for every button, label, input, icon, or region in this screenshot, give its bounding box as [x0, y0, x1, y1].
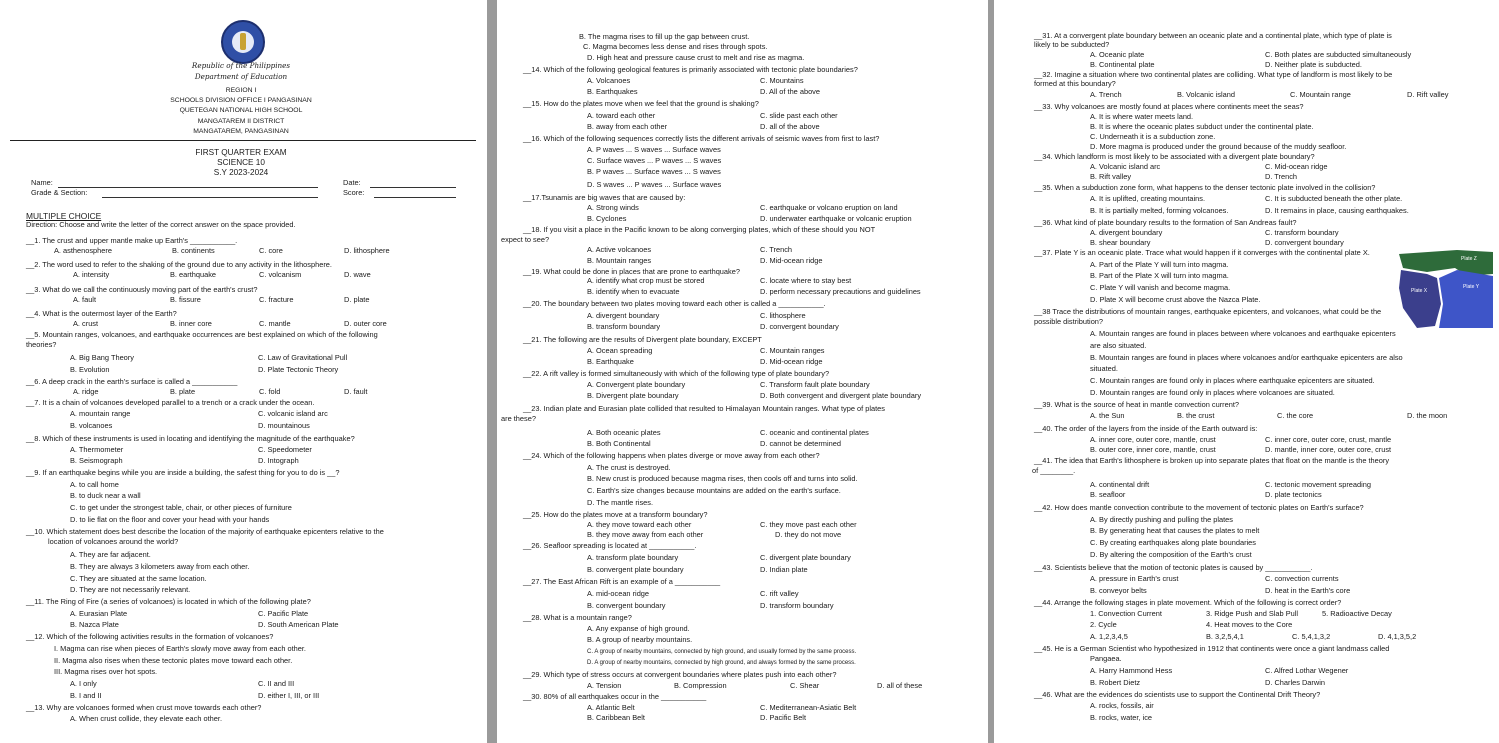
q-line: __38 Trace the distributions of mountain ranges, earthquake epicenters, and volcanoes, what could be the — [1034, 307, 1382, 316]
choice: A. It is uplifted, creating mountains. — [1090, 194, 1206, 203]
department-line: Department of Education — [194, 72, 288, 81]
choice: D. Pacific Belt — [760, 713, 807, 722]
choice: D. It remains in place, causing earthquakes. — [1265, 206, 1409, 215]
choice: A. When crust collide, they elevate each other. — [70, 714, 223, 723]
choice: D. fault — [344, 387, 368, 396]
choice: A. Big Bang Theory — [70, 353, 134, 362]
choice: A. The crust is destroyed. — [587, 463, 671, 472]
choice: C. Surface waves ... P waves ... S waves — [587, 156, 722, 165]
choice: C. Speedometer — [258, 445, 312, 454]
choice: D. either I, III, or III — [258, 691, 320, 700]
choice: A. mid-ocean ridge — [587, 589, 650, 598]
q-line: __16. Which of the following sequences correctly lists the different arrivals of seismic waves from first to last? — [523, 134, 880, 143]
q-line: __10. Which statement does best describe the location of the majority of earthquake epicenters relative to the — [26, 527, 384, 536]
choice: A. Oceanic plate — [1090, 50, 1145, 59]
choice: B. Divergent plate boundary — [587, 391, 679, 400]
choice: A. toward each other — [587, 111, 656, 120]
deped-seal-logo — [221, 20, 265, 64]
choice: B. to duck near a wall — [70, 491, 141, 500]
q-line: theories? — [26, 340, 57, 349]
q-line: are these? — [501, 414, 536, 423]
plate-y-shape — [1439, 270, 1493, 328]
q-line: __46. What are the evidences do scientists use to support the Continental Drift Theory? — [1034, 690, 1321, 699]
choice: B. Rift valley — [1090, 172, 1132, 181]
choice: B. Cyclones — [587, 214, 627, 223]
name-label: Name: — [31, 178, 53, 187]
choice: B. It is where the oceanic plates subduct under the continental plate. — [1090, 122, 1314, 131]
choice: B. Evolution — [70, 365, 110, 374]
republic-line: Republic of the Philippines — [191, 61, 291, 70]
choice: A. divergent boundary — [587, 311, 660, 320]
choice: B. seafloor — [1090, 490, 1126, 499]
choice: A. inner core, outer core, mantle, crust — [1090, 435, 1216, 444]
choice: D. underwater earthquake or volcanic eruption — [760, 214, 912, 223]
choice: D. The mantle rises. — [587, 498, 653, 507]
choice: A. Ocean spreading — [587, 346, 653, 355]
choice: B. P waves ... Surface waves ... S waves — [587, 167, 721, 176]
choice: C. oceanic and continental plates — [760, 428, 869, 437]
choice: D. Plate X will become crust above the Nazca Plate. — [1090, 295, 1261, 304]
choice: A. the Sun — [1090, 411, 1125, 420]
q-line: __9. If an earthquake begins while you are inside a building, the safest thing for you to do is __? — [26, 468, 340, 477]
choice: D. all of the above — [760, 122, 820, 131]
q-line: __1. The crust and upper mantle make up Earth's ___________. — [26, 236, 238, 245]
choice: C. mantle — [259, 319, 291, 328]
choice: A. mountain range — [70, 409, 131, 418]
q-line: __39. What is the source of heat in mantle convection current? — [1034, 400, 1240, 409]
statement: II. Magma also rises when these tectonic plates move toward each other. — [54, 656, 293, 665]
choice: B. Compression — [674, 681, 727, 690]
choice: D. Charles Darwin — [1265, 678, 1325, 687]
choice: B. convergent plate boundary — [587, 565, 684, 574]
choice: A. Both oceanic plates — [587, 428, 661, 437]
q-line: __4. What is the outermost layer of the Earth? — [26, 309, 177, 318]
q-line: __44. Arrange the following stages in plate movement. Which of the following is correct order? — [1034, 598, 1342, 607]
q-line: likely to be subducted? — [1034, 40, 1110, 49]
choice: D. Indian plate — [760, 565, 808, 574]
choice: C. volcanism — [259, 270, 302, 279]
choice: B. Seismograph — [70, 456, 123, 465]
q-line: __28. What is a mountain range? — [523, 613, 632, 622]
choice: A. Convergent plate boundary — [587, 380, 686, 389]
choice: B. shear boundary — [1090, 238, 1151, 247]
q-line: __33. Why volcanoes are mostly found at places where continents meet the seas? — [1034, 102, 1304, 111]
q-line: __7. It is a chain of volcanoes developed parallel to a trench or a crack under the ocean. — [26, 398, 315, 407]
choice: A. ridge — [73, 387, 99, 396]
choice: B. plate — [170, 387, 196, 396]
choice: C. By creating earthquakes along plate boundaries — [1090, 538, 1256, 547]
q-line: expect to see? — [501, 235, 550, 244]
statement: 1. Convection Current — [1090, 609, 1162, 618]
choice: A. Harry Hammond Hess — [1090, 666, 1173, 675]
choice: A. transform plate boundary — [587, 553, 679, 562]
q-line: __5. Mountain ranges, volcanoes, and earthquake occurrences are best explained on which of the following — [26, 330, 378, 339]
choice: D. heat in the Earth's core — [1265, 586, 1351, 595]
choice: C. II and III — [258, 679, 295, 688]
choice: B. Mountain ranges — [587, 256, 652, 265]
choice: D. perform necessary precautions and guidelines — [760, 287, 921, 296]
q-line: __43. Scientists believe that the motion of tectonic plates is caused by ___________. — [1034, 563, 1313, 572]
q-line: __15. How do the plates move when we feel that the ground is shaking? — [523, 99, 759, 108]
q-line: __36. What kind of plate boundary results to the formation of San Andreas fault? — [1034, 218, 1297, 227]
subject-title: SCIENCE 10 — [217, 158, 265, 167]
choice: B. convergent boundary — [587, 601, 666, 610]
statement: 5. Radioactive Decay — [1322, 609, 1392, 618]
choice: B. Earthquake — [587, 357, 634, 366]
choice: C. Plate Y will vanish and become magma. — [1090, 283, 1231, 292]
choice: D. they do not move — [775, 530, 842, 539]
q-line: __41. The idea that Earth's lithosphere is broken up into separate plates that float on the mantle is the theory — [1034, 456, 1390, 465]
q-line: possible distribution? — [1034, 317, 1104, 326]
choice: C. fold — [259, 387, 281, 396]
choice: situated. — [1090, 364, 1118, 373]
name-field[interactable] — [58, 187, 318, 188]
choice: B. volcanoes — [70, 421, 113, 430]
region-line: REGION I — [225, 87, 257, 94]
q-line: __12. Which of the following activities results in the formation of volcanoes? — [26, 632, 274, 641]
choice: C. fracture — [259, 295, 294, 304]
date-field[interactable] — [370, 187, 456, 188]
q-line: __30. 80% of all earthquakes occur in the ___________ — [523, 692, 707, 701]
school-line: QUETEGAN NATIONAL HIGH SCHOOL — [179, 107, 303, 114]
choice: B. Part of the Plate X will turn into magma. — [1090, 271, 1229, 280]
choice: B. A group of nearby mountains. — [587, 635, 693, 644]
choice: C. Earth's size changes because mountains are added on the earth's surface. — [587, 486, 841, 495]
choice: B. they move away from each other — [587, 530, 704, 539]
choice: B. Caribbean Belt — [587, 713, 645, 722]
choice: A. Volcanoes — [587, 76, 631, 85]
choice: C. Alfred Lothar Wegener — [1265, 666, 1349, 675]
choice: C. Mountain ranges — [760, 346, 825, 355]
choice: B. 3,2,5,4,1 — [1206, 632, 1244, 641]
exam-title: FIRST QUARTER EXAM — [195, 148, 287, 157]
choice: D. plate tectonics — [1265, 490, 1322, 499]
section-heading: MULTIPLE CHOICE — [26, 211, 102, 221]
choice: C. earthquake or volcano eruption on land — [760, 203, 898, 212]
choice: D. By altering the composition of the Earth's crust — [1090, 550, 1252, 559]
choice: C. divergent plate boundary — [760, 553, 851, 562]
choice: D. A group of nearby mountains, connected by high ground, and always formed by the same process. — [587, 660, 856, 666]
score-label: Score: — [343, 188, 365, 197]
choice: A. Trench — [1090, 90, 1122, 99]
plate-map-illustration — [1397, 248, 1495, 330]
choice: D. Both convergent and divergent plate boundary — [760, 391, 922, 400]
choice: C. inner core, outer core, crust, mantle — [1265, 435, 1392, 444]
choice: D. Mountain ranges are found only in places where volcanoes are situated. — [1090, 388, 1335, 397]
choice: C. Underneath it is a subduction zone. — [1090, 132, 1216, 141]
choice: A. Tension — [587, 681, 622, 690]
choice: C. Mountains — [760, 76, 804, 85]
choice: D. Intograph — [258, 456, 299, 465]
choice: B. transform boundary — [587, 322, 661, 331]
choice: B. the crust — [1177, 411, 1215, 420]
choice: D. outer core — [344, 319, 387, 328]
choice: D. Mid-ocean ridge — [760, 256, 823, 265]
choice: D. All of the above — [760, 87, 820, 96]
statement: 4. Heat moves to the Core — [1206, 620, 1293, 629]
choice: C. volcanic island arc — [258, 409, 328, 418]
directions: Direction: Choose and write the letter of the correct answer on the space provided. — [26, 220, 296, 229]
q-line: __23. Indian plate and Eurasian plate collided that resulted to Himalayan Mountain ranges. What type of plates — [523, 404, 885, 413]
choice: B. identify when to evacuate — [587, 287, 680, 296]
q-line: __32. Imagine a situation where two continental plates are colliding. What type of landform is most likely to be — [1034, 70, 1393, 79]
choice: D. 4,1,3,5,2 — [1378, 632, 1417, 641]
grade-section-field[interactable] — [102, 197, 318, 198]
choice: D. More magma is produced under the ground because of the muddy seafloor. — [1090, 142, 1347, 151]
choice: B. Both Continental — [587, 439, 651, 448]
choice: A. Any expanse of high ground. — [587, 624, 690, 633]
q-line: __45. He is a German Scientist who hypothesized in 1912 that continents were once a giant landmass called — [1034, 644, 1390, 653]
q-line: __13. Why are volcanoes formed when crust move towards each other? — [26, 703, 262, 712]
q-line: __25. How do the plates move at a transform boundary? — [523, 510, 708, 519]
q-line: __34. Which landform is most likely to be associated with a divergent plate boundary? — [1034, 152, 1315, 161]
choice: D. Mid-ocean ridge — [760, 357, 823, 366]
choice: A. Part of the Plate Y will turn into magma. — [1090, 260, 1229, 269]
choice: B. Robert Dietz — [1090, 678, 1141, 687]
statement: 2. Cycle — [1090, 620, 1117, 629]
q-line: __8. Which of these instruments is used in locating and identifying the magnitude of the earthquake? — [26, 434, 355, 443]
choice: A. rocks, fossils, air — [1090, 701, 1154, 710]
q-line: __18. If you visit a place in the Pacific known to be along converging plates, which of these should you NOT — [523, 225, 876, 234]
plate-x-label: Plate X — [1411, 288, 1428, 294]
q-line: __40. The order of the layers from the inside of the Earth outward is: — [1034, 424, 1258, 433]
exam-page-1 — [0, 0, 487, 743]
choice: D. cannot be determined — [760, 439, 841, 448]
q-line: __14. Which of the following geological features is primarily associated with tectonic plate boundaries? — [523, 65, 858, 74]
choice: B. Nazca Plate — [70, 620, 119, 629]
choice: C. Shear — [790, 681, 820, 690]
choice: B. It is partially melted, forming volcanoes. — [1090, 206, 1229, 215]
choice: A. fault — [73, 295, 97, 304]
choice: D. plate — [344, 295, 370, 304]
choice: C. It is subducted beneath the other plate. — [1265, 194, 1403, 203]
choice: D. transform boundary — [760, 601, 834, 610]
choice: B. By generating heat that causes the plates to melt — [1090, 526, 1260, 535]
q-line: __31. At a convergent plate boundary between an oceanic plate and a continental plate, which type of plate is — [1034, 31, 1392, 40]
q-line: __26. Seafloor spreading is located at ___________. — [523, 541, 697, 550]
choice: C. Transform fault plate boundary — [760, 380, 870, 389]
choice: B. Earthquakes — [587, 87, 638, 96]
choice: D. to lie flat on the floor and cover your head with your hands — [70, 515, 270, 524]
school-year: S.Y 2023-2024 — [213, 168, 269, 177]
choice: C. Law of Gravitational Pull — [258, 353, 348, 362]
choice: C. they move past each other — [760, 520, 857, 529]
grade-section-label: Grade & Section: — [31, 188, 88, 197]
choice: C. They are situated at the same location. — [70, 574, 207, 583]
choice: A. to call home — [70, 480, 119, 489]
choice: B. Mountain ranges are found in places where volcanoes and/or earthquake epicenters are also — [1090, 353, 1403, 362]
choice: A. Volcanic island arc — [1090, 162, 1161, 171]
q-line: __11. The Ring of Fire (a series of volcanoes) is located in which of the following plate? — [26, 597, 311, 606]
choice: B. outer core, inner core, mantle, crust — [1090, 445, 1216, 454]
choice: B. They are always 3 kilometers away from each other. — [70, 562, 250, 571]
q-line: __37. Plate Y is an oceanic plate. Trace what would happen if it converges with the continental plate X. — [1034, 249, 1370, 257]
choice: A. divergent boundary — [1090, 228, 1163, 237]
choice: D. High heat and pressure cause crust to melt and rise as magma. — [587, 53, 805, 62]
choice: D. Plate Tectonic Theory — [258, 365, 339, 374]
choice: C. Trench — [760, 245, 793, 254]
choice: D. South American Plate — [258, 620, 339, 629]
choice: D. convergent boundary — [1265, 238, 1344, 247]
choice: C. tectonic movement spreading — [1265, 480, 1371, 489]
plate-y-label: Plate Y — [1463, 284, 1480, 290]
address-line: MANGATAREM, PANGASINAN — [193, 128, 289, 135]
q-line: location of volcanoes around the world? — [48, 537, 179, 546]
choice: A. continental drift — [1090, 480, 1150, 489]
choice: C. locate where to stay best — [760, 276, 852, 285]
q-line: __22. A rift valley is formed simultaneously with which of the following type of plate boundary? — [523, 369, 830, 378]
choice: C. Magma becomes less dense and rises through spots. — [583, 42, 768, 51]
choice: D. S waves ... P waves ... Surface waves — [587, 180, 722, 189]
choice: C. Mediterranean-Asiatic Belt — [760, 703, 857, 712]
choice: D. mountainous — [258, 421, 310, 430]
exam-page-3 — [994, 0, 1499, 743]
choice: C. to get under the strongest table, chair, or other pieces of furniture — [70, 503, 292, 512]
choice: C. Mid-ocean ridge — [1265, 162, 1328, 171]
choice: C. rift valley — [760, 589, 799, 598]
choice: B. Volcanic island — [1177, 90, 1235, 99]
choice: A. crust — [73, 319, 99, 328]
choice: C. Mountain range — [1290, 90, 1351, 99]
choice: C. Pacific Plate — [258, 609, 309, 618]
q-line: __42. How does mantle convection contribute to the movement of tectonic plates on Earth's surface? — [1034, 503, 1364, 512]
q-line: of ________. — [1032, 466, 1076, 475]
choice: A. Eurasian Plate — [70, 609, 128, 618]
choice: B. inner core — [170, 319, 212, 328]
header-rule — [10, 140, 476, 141]
choice: A. By directly pushing and pulling the plates — [1090, 515, 1233, 524]
choice: D. all of these — [877, 681, 923, 690]
choice: C. core — [259, 246, 283, 255]
q-line: __2. The word used to refer to the shaking of the ground due to any activity in the lithosphere. — [26, 260, 332, 269]
choice: D. Neither plate is subducted. — [1265, 60, 1362, 69]
plate-z-label: Plate Z — [1461, 256, 1477, 262]
q-line: __24. Which of the following happens when plates diverge or move away from each other? — [523, 451, 820, 460]
q-line: formed at this boundary? — [1034, 79, 1116, 88]
choice: C. the core — [1277, 411, 1314, 420]
statement: I. Magma can rise when pieces of Earth's slowly move away from each other. — [54, 644, 306, 653]
choice: C. 5,4,1,3,2 — [1292, 632, 1331, 641]
choice: A. Active volcanoes — [587, 245, 652, 254]
statement: III. Magma rises over hot spots. — [54, 667, 158, 676]
choice: A. P waves ... S waves ... Surface waves — [587, 145, 721, 154]
choice: B. earthquake — [170, 270, 217, 279]
q-line: __6. A deep crack in the earth's surface is called a ___________ — [26, 377, 238, 386]
choice: A. They are far adjacent. — [70, 550, 151, 559]
choice: B. The magma rises to fill up the gap between crust. — [579, 32, 750, 41]
choice: C. Mountain ranges are found only in places where earthquake epicenters are situated. — [1090, 376, 1375, 385]
q-line: __20. The boundary between two plates moving toward each other is called a ___________. — [523, 299, 826, 308]
choice: C. lithosphere — [760, 311, 806, 320]
q-line: Pangaea. — [1090, 654, 1122, 663]
choice: D. Trench — [1265, 172, 1298, 181]
choice: C. A group of nearby mountains, connected by high ground, and usually formed by the same process. — [587, 649, 857, 655]
choice: D. Rift valley — [1407, 90, 1449, 99]
district-line: MANGATAREM II DISTRICT — [197, 118, 285, 125]
choice: B. I and II — [70, 691, 102, 700]
choice: A. Thermometer — [70, 445, 124, 454]
choice: A. asthenosphere — [54, 246, 112, 255]
statement: 3. Ridge Push and Slab Pull — [1206, 609, 1299, 618]
choice: A. Atlantic Belt — [587, 703, 635, 712]
choice: B. conveyor belts — [1090, 586, 1147, 595]
q-line: __35. When a subduction zone form, what happens to the denser tectonic plate involved in the collision? — [1034, 183, 1376, 192]
choice: C. transform boundary — [1265, 228, 1339, 237]
choice: B. rocks, water, ice — [1090, 713, 1153, 722]
choice: A. Mountain ranges are found in places between where volcanoes and earthquake epicenters — [1090, 329, 1396, 338]
choice: A. I only — [70, 679, 97, 688]
choice: A. pressure in Earth's crust — [1090, 574, 1179, 583]
choice: C. slide past each other — [760, 111, 838, 120]
choice: D. the moon — [1407, 411, 1448, 420]
choice: D. convergent boundary — [760, 322, 839, 331]
q-line: __27. The East African Rift is an example of a ___________ — [523, 577, 721, 586]
choice: D. wave — [344, 270, 371, 279]
choice: D. mantle, inner core, outer core, crust — [1265, 445, 1392, 454]
exam-page-2 — [497, 0, 988, 743]
choice: A. It is where water meets land. — [1090, 112, 1194, 121]
choice: B. Continental plate — [1090, 60, 1155, 69]
choice: B. away from each other — [587, 122, 668, 131]
choice: C. Both plates are subducted simultaneously — [1265, 50, 1412, 59]
choice: D. They are not necessarily relevant. — [70, 585, 191, 594]
choice: B. continents — [172, 246, 215, 255]
q-line: __3. What do we call the continuously moving part of the earth's crust? — [26, 285, 258, 294]
choice: C. convection currents — [1265, 574, 1339, 583]
choice: A. intensity — [73, 270, 110, 279]
q-line: __21. The following are the results of Divergent plate boundary, EXCEPT — [523, 335, 762, 344]
choice: D. lithosphere — [344, 246, 390, 255]
choice: A. 1,2,3,4,5 — [1090, 632, 1128, 641]
choice: A. identify what crop must be stored — [587, 276, 705, 285]
choice: B. New crust is produced because magma rises, then cools off and turns into solid. — [587, 474, 858, 483]
division-line: SCHOOLS DIVISION OFFICE I PANGASINAN — [170, 97, 312, 104]
choice: are also situated. — [1090, 341, 1147, 350]
date-label: Date: — [343, 178, 361, 187]
choice: A. Strong winds — [587, 203, 639, 212]
q-line: __17.Tsunamis are big waves that are caused by: — [523, 193, 686, 202]
score-field[interactable] — [374, 197, 456, 198]
q-line: __29. Which type of stress occurs at convergent boundaries where plates push into each other? — [523, 670, 837, 679]
plate-x-shape — [1399, 270, 1441, 328]
choice: B. fissure — [170, 295, 201, 304]
choice: A. they move toward each other — [587, 520, 692, 529]
q-line: __19. What could be done in places that are prone to earthquake? — [523, 267, 740, 276]
